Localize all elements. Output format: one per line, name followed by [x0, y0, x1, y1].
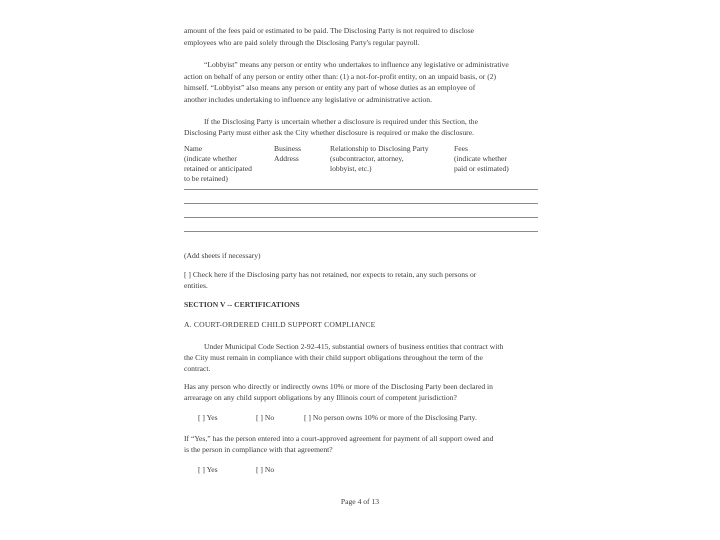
entry-line: [184, 231, 538, 232]
q2-yes-checkbox[interactable]: [ ] Yes: [198, 465, 218, 474]
lobbyist-text-line-2: action on behalf of any person or entity other than: (1) a not-for-profit entity, on an unpaid basis, or (2): [184, 72, 497, 81]
q1-yes-checkbox[interactable]: [ ] Yes: [198, 413, 218, 422]
lobbyist-text-line-3: himself. “Lobbyist” also means any person or entity any part of whose duties as an employee of: [184, 83, 476, 92]
code-text-line-2: the City must remain in compliance with their child support obligations throughout the term of the: [184, 353, 483, 362]
header-relationship-line-1: Relationship to Disclosing Party: [330, 144, 429, 153]
header-name-line-2: (indicate whether: [184, 154, 237, 163]
entry-line: [184, 189, 538, 190]
header-address-line-2: Address: [274, 154, 299, 163]
header-name-line-1: Name: [184, 144, 203, 153]
header-fees-line-3: paid or estimated): [454, 164, 509, 173]
fees-text-line-2: employees who are paid solely through the Disclosing Party's regular payroll.: [184, 38, 420, 47]
fees-text-line-1: amount of the fees paid or estimated to be paid. The Disclosing Party is not required to disclose: [184, 26, 475, 35]
question-1-line-2: arrearage on any child support obligations by any Illinois court of competent jurisdiction?: [184, 393, 457, 402]
q1-no-owner-checkbox[interactable]: [ ] No person owns 10% or more of the Disclosing Party.: [304, 413, 477, 422]
header-relationship-line-3: lobbyist, etc.): [330, 164, 372, 173]
uncertain-text-line-1: If the Disclosing Party is uncertain whether a disclosure is required under this Section, the: [204, 117, 478, 126]
uncertain-text-line-2: Disclosing Party must either ask the City whether disclosure is required or make the disclosure.: [184, 128, 474, 137]
question-1-line-1: Has any person who directly or indirectly owns 10% or more of the Disclosing Party been declared in: [184, 382, 493, 391]
header-fees-line-2: (indicate whether: [454, 154, 507, 163]
question-2-line-2: is the person in compliance with that agreement?: [184, 445, 333, 454]
check-here-line-2: entities.: [184, 281, 208, 290]
add-sheets-note: (Add sheets if necessary): [184, 251, 261, 260]
header-relationship-line-2: (subcontractor, attorney,: [330, 154, 404, 163]
q1-no-checkbox[interactable]: [ ] No: [256, 413, 275, 422]
lobbyist-text-line-4: another includes undertaking to influence any legislative or administrative action.: [184, 95, 432, 104]
header-name-line-4: to be retained): [184, 174, 228, 183]
page-number: Page 4 of 13: [340, 497, 380, 506]
section-title: SECTION V -- CERTIFICATIONS: [184, 300, 300, 309]
question-2-line-1: If “Yes,” has the person entered into a court-approved agreement for payment of all support owed and: [184, 434, 494, 443]
header-address-line-1: Business: [274, 144, 302, 153]
code-text-line-1: Under Municipal Code Section 2-92-415, substantial owners of business entities that contract with: [204, 342, 504, 351]
entry-line: [184, 217, 538, 218]
check-here-line-1: [ ] Check here if the Disclosing party has not retained, nor expects to retain, any such persons or: [184, 270, 477, 279]
header-name-line-3: retained or anticipated: [184, 164, 252, 173]
header-fees-line-1: Fees: [454, 144, 468, 153]
code-text-line-3: contract.: [184, 364, 211, 373]
q2-no-checkbox[interactable]: [ ] No: [256, 465, 275, 474]
subsection-title: A. COURT-ORDERED CHILD SUPPORT COMPLIANCE: [184, 320, 376, 329]
entry-line: [184, 203, 538, 204]
lobbyist-text-line-1: “Lobbyist” means any person or entity who undertakes to influence any legislative or administrative: [204, 60, 509, 69]
